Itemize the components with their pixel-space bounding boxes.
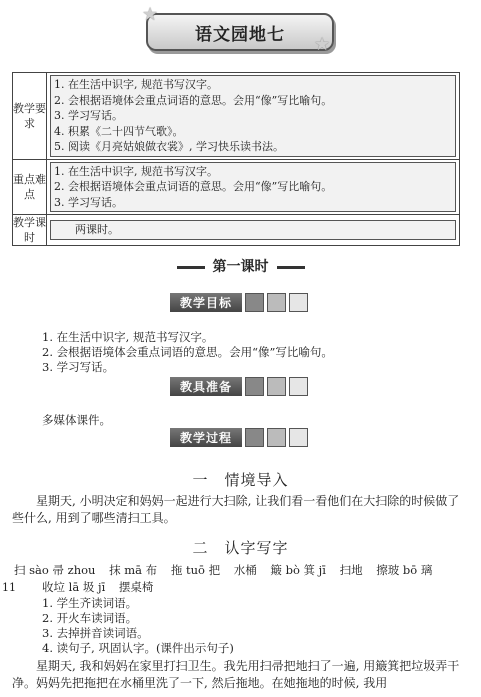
list-item: 1. 学生齐读词语。 [42,596,138,610]
square-icon [245,293,264,312]
square-icon [245,428,264,447]
section-prep [170,377,308,396]
word-item: 拖 tuō 把 [170,563,221,577]
table-row [13,73,460,160]
page-title: 语文园地七 [195,24,285,45]
section-goals [170,293,308,312]
part2-heading: 二 认字写字 [192,539,289,557]
star-icon: ★ [142,4,159,25]
row-content [47,215,460,246]
list-item: 3. 学习写话。 [42,360,115,374]
steps-list [42,596,234,656]
row-label: 教学课时 [13,216,46,244]
word-item: 摆桌椅 [118,580,154,594]
word-list-line1 [14,562,469,578]
story-text: 星期天, 我和妈妈在家里打扫卫生。我先用扫帚把地扫了一遍, 用簸箕把垃圾弄干净。妈妈先把拖把在水桶里洗了一下, 然后拖地。在她拖地的时候, 我用 [12,659,460,690]
list-item: 2. 会根据语境体会重点词语的意思。会用“像”写比喻句。 [54,180,333,193]
row-content [47,159,460,215]
row-content [47,73,460,160]
word-list-line2 [42,579,462,595]
objectives-table [12,72,460,246]
title-banner [146,13,334,51]
square-icon [267,377,286,396]
word-item: 水桶 [233,563,257,577]
part1-heading: 一 情境导入 [192,471,289,489]
list-item: 4. 读句子, 巩固认字。(课件出示句子) [42,641,234,655]
star-icon: ★ [314,34,331,55]
list-item: 1. 在生活中识字, 规范书写汉字。 [54,78,218,91]
square-icon [289,293,308,312]
margin-number: 11 [2,581,16,594]
list-item: 2. 会根据语境体会重点词语的意思。会用“像”写比喻句。 [54,93,333,107]
table-row [13,159,460,215]
prep-text: 多媒体课件。 [42,413,111,427]
word-item: 扫 sào 帚 zhou [14,563,96,577]
word-item: 擦玻 bō 璃 [376,563,433,577]
list-item: 2. 开火车读词语。 [42,611,138,625]
list-item: 两课时。 [75,223,119,237]
list-item: 3. 去掉拼音读词语。 [42,626,149,640]
list-item: 4. 积累《二十四节气歌》。 [54,124,184,138]
square-icon [267,428,286,447]
square-icon [245,377,264,396]
list-item: 3. 学习写话。 [54,195,123,209]
table-row [13,215,460,246]
section-process [170,428,308,447]
section-tag: 教具准备 [170,377,242,396]
goals-list [42,330,333,375]
square-icon [289,377,308,396]
list-item: 1. 在生活中识字, 规范书写汉字。 [54,164,218,178]
list-item: 5. 阅读《月亮姑娘做衣裳》, 学习快乐读书法。 [54,140,284,153]
word-item: 收垃 lā 圾 jī [42,580,106,594]
section-tag: 教学过程 [170,428,242,447]
list-item: 3. 学习写话。 [54,109,123,122]
lesson-title: 第一课时 [0,256,481,276]
list-item: 1. 在生活中识字, 规范书写汉字。 [42,330,214,344]
section-tag: 教学目标 [170,293,242,312]
square-icon [289,428,308,447]
list-item: 2. 会根据语境体会重点词语的意思。会用“像”写比喻句。 [42,345,333,359]
row-label: 重点难点 [13,159,47,215]
word-item: 抹 mā 布 [109,563,158,577]
row-label: 教学要求 [13,73,47,160]
word-item: 扫地 [339,563,363,577]
part1-text: 星期天, 小明决定和妈妈一起进行大扫除, 让我们看一看他们在大扫除的时候做了些什么, 用到了哪些清扫工具。 [12,494,460,525]
word-item: 簸 bò 箕 jī [270,563,326,577]
square-icon [267,293,286,312]
